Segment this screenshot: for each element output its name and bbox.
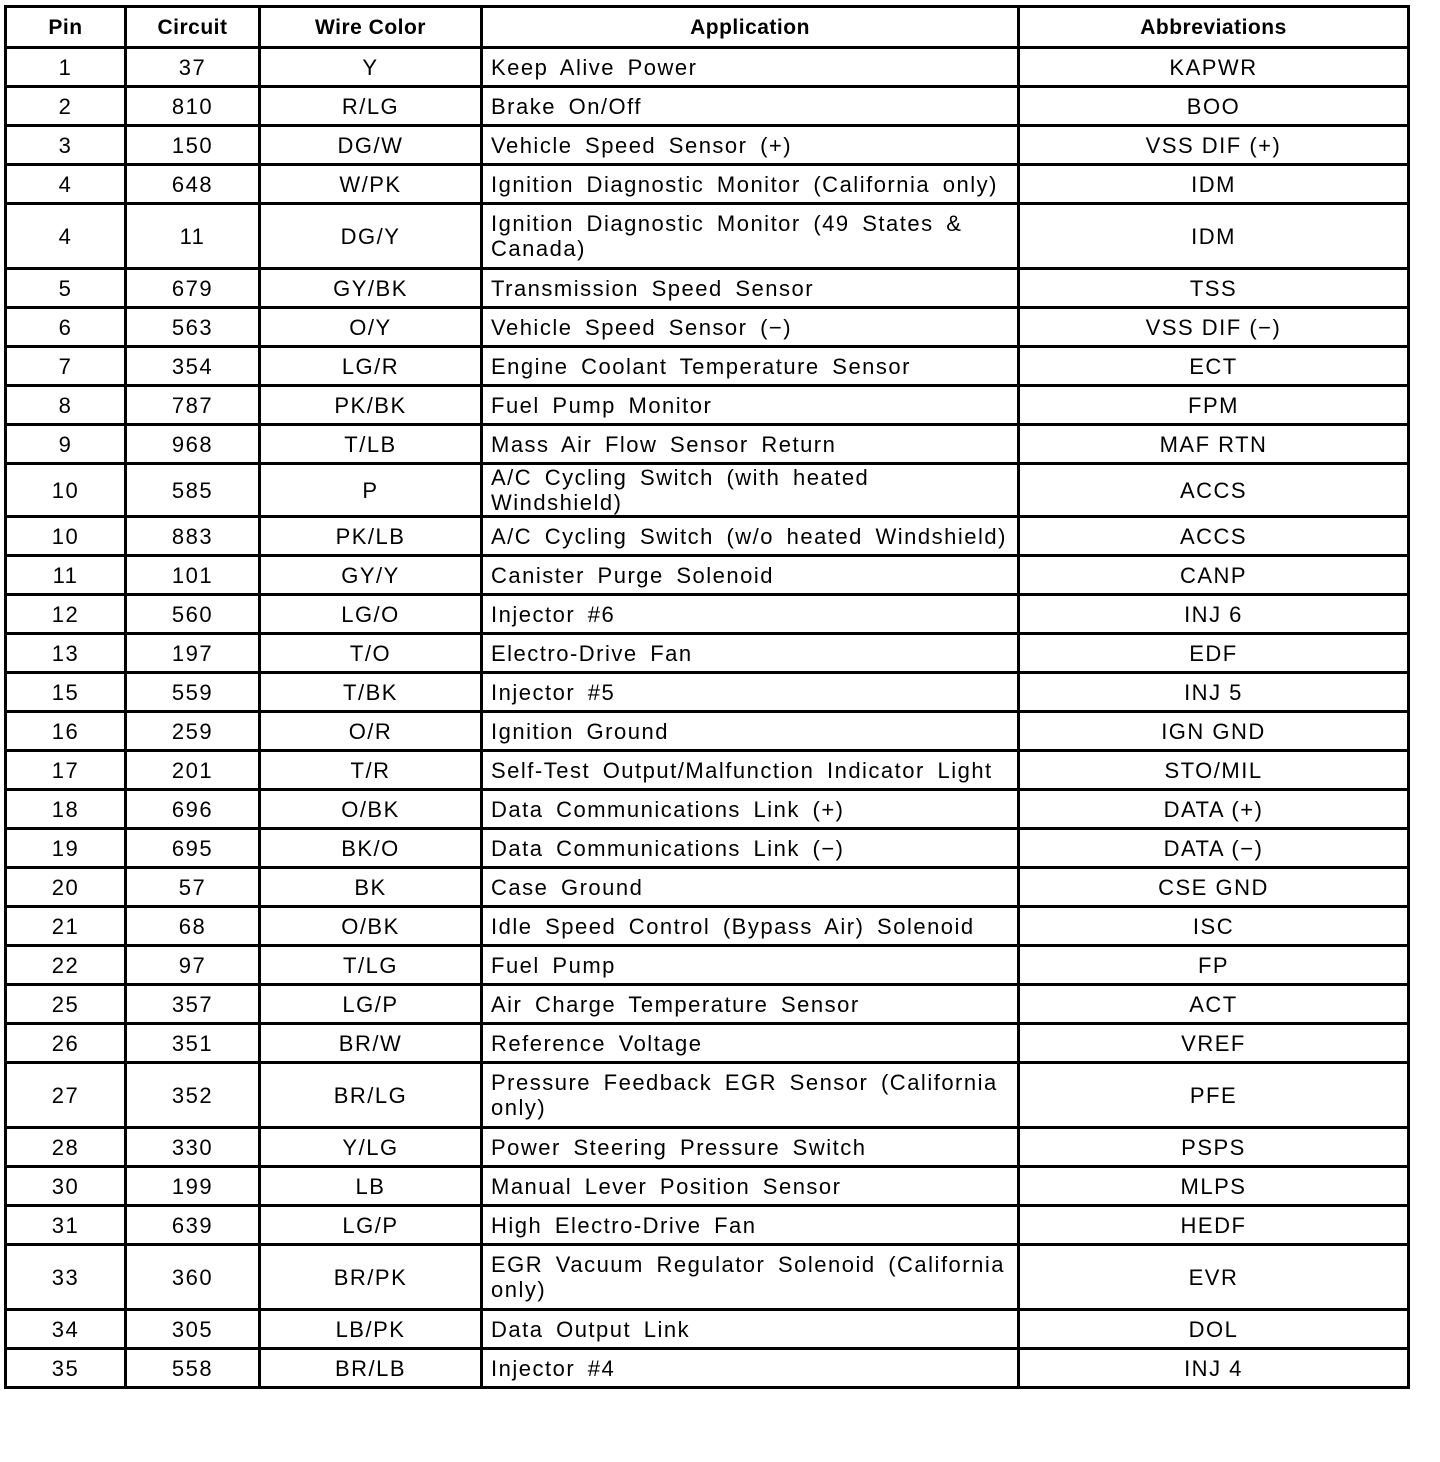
pin-cell: 7 — [6, 347, 126, 386]
application-cell: Injector #6 — [482, 595, 1019, 634]
wire-color-cell: PK/BK — [260, 386, 482, 425]
abbreviation-cell: CSE GND — [1019, 868, 1409, 907]
wire-color-cell: PK/LB — [260, 517, 482, 556]
table-row — [6, 269, 1409, 308]
table-row — [6, 1349, 1409, 1388]
wire-color-cell: BK/O — [260, 829, 482, 868]
pin-cell: 17 — [6, 751, 126, 790]
wire-color-cell: Y — [260, 48, 482, 87]
wire-color-cell: T/LG — [260, 946, 482, 985]
abbreviation-cell: MAF RTN — [1019, 425, 1409, 464]
pin-cell: 1 — [6, 48, 126, 87]
table-row — [6, 517, 1409, 556]
circuit-cell: 558 — [126, 1349, 260, 1388]
application-cell: Manual Lever Position Sensor — [482, 1167, 1019, 1206]
pin-cell: 21 — [6, 907, 126, 946]
circuit-cell: 197 — [126, 634, 260, 673]
table-row — [6, 425, 1409, 464]
abbreviation-cell: FP — [1019, 946, 1409, 985]
abbreviation-cell: INJ 6 — [1019, 595, 1409, 634]
table-row — [6, 712, 1409, 751]
table-row — [6, 829, 1409, 868]
application-cell: Data Output Link — [482, 1310, 1019, 1349]
table-row — [6, 386, 1409, 425]
pin-cell: 19 — [6, 829, 126, 868]
wire-color-cell: LB — [260, 1167, 482, 1206]
application-cell: Self-Test Output/Malfunction Indicator Light — [482, 751, 1019, 790]
pin-cell: 13 — [6, 634, 126, 673]
wire-color-cell: BR/LB — [260, 1349, 482, 1388]
table-row — [6, 1206, 1409, 1245]
circuit-cell: 968 — [126, 425, 260, 464]
application-cell: Fuel Pump — [482, 946, 1019, 985]
pin-cell: 6 — [6, 308, 126, 347]
abbreviation-cell: IDM — [1019, 204, 1409, 269]
pin-cell: 3 — [6, 126, 126, 165]
circuit-cell: 883 — [126, 517, 260, 556]
pin-cell: 5 — [6, 269, 126, 308]
abbreviation-cell: HEDF — [1019, 1206, 1409, 1245]
header-application: Application — [482, 7, 1019, 48]
circuit-cell: 639 — [126, 1206, 260, 1245]
table-row — [6, 985, 1409, 1024]
application-cell: Injector #4 — [482, 1349, 1019, 1388]
circuit-cell: 679 — [126, 269, 260, 308]
application-cell: Reference Voltage — [482, 1024, 1019, 1063]
pin-cell: 15 — [6, 673, 126, 712]
application-cell: Ignition Ground — [482, 712, 1019, 751]
table-row — [6, 1167, 1409, 1206]
circuit-cell: 150 — [126, 126, 260, 165]
application-cell: Case Ground — [482, 868, 1019, 907]
header-abbreviations: Abbreviations — [1019, 7, 1409, 48]
circuit-cell: 585 — [126, 464, 260, 517]
abbreviation-cell: VSS DIF (+) — [1019, 126, 1409, 165]
abbreviation-cell: VREF — [1019, 1024, 1409, 1063]
table-row — [6, 1024, 1409, 1063]
pin-cell: 4 — [6, 204, 126, 269]
pin-cell: 10 — [6, 517, 126, 556]
circuit-cell: 97 — [126, 946, 260, 985]
circuit-cell: 696 — [126, 790, 260, 829]
pin-cell: 2 — [6, 87, 126, 126]
pin-cell: 33 — [6, 1245, 126, 1310]
circuit-cell: 559 — [126, 673, 260, 712]
abbreviation-cell: MLPS — [1019, 1167, 1409, 1206]
wire-color-cell: O/Y — [260, 308, 482, 347]
pinout-table — [4, 5, 1410, 1389]
application-cell: Vehicle Speed Sensor (−) — [482, 308, 1019, 347]
application-cell: Engine Coolant Temperature Sensor — [482, 347, 1019, 386]
circuit-cell: 201 — [126, 751, 260, 790]
circuit-cell: 57 — [126, 868, 260, 907]
circuit-cell: 11 — [126, 204, 260, 269]
circuit-cell: 695 — [126, 829, 260, 868]
circuit-cell: 560 — [126, 595, 260, 634]
circuit-cell: 101 — [126, 556, 260, 595]
wire-color-cell: LB/PK — [260, 1310, 482, 1349]
circuit-cell: 37 — [126, 48, 260, 87]
application-cell: Mass Air Flow Sensor Return — [482, 425, 1019, 464]
circuit-cell: 330 — [126, 1128, 260, 1167]
pin-cell: 8 — [6, 386, 126, 425]
wire-color-cell: O/BK — [260, 790, 482, 829]
abbreviation-cell: KAPWR — [1019, 48, 1409, 87]
application-cell: Data Communications Link (+) — [482, 790, 1019, 829]
table-row — [6, 634, 1409, 673]
pin-cell: 16 — [6, 712, 126, 751]
pin-cell: 20 — [6, 868, 126, 907]
application-cell: Data Communications Link (−) — [482, 829, 1019, 868]
application-cell: Keep Alive Power — [482, 48, 1019, 87]
abbreviation-cell: ACCS — [1019, 464, 1409, 517]
abbreviation-cell: PSPS — [1019, 1128, 1409, 1167]
table-row — [6, 126, 1409, 165]
circuit-cell: 357 — [126, 985, 260, 1024]
circuit-cell: 360 — [126, 1245, 260, 1310]
wire-color-cell: DG/Y — [260, 204, 482, 269]
pin-cell: 28 — [6, 1128, 126, 1167]
pin-cell: 34 — [6, 1310, 126, 1349]
table-row — [6, 347, 1409, 386]
circuit-cell: 648 — [126, 165, 260, 204]
table-row — [6, 946, 1409, 985]
table-row — [6, 1063, 1409, 1128]
abbreviation-cell: IDM — [1019, 165, 1409, 204]
circuit-cell: 563 — [126, 308, 260, 347]
abbreviation-cell: CANP — [1019, 556, 1409, 595]
circuit-cell: 199 — [126, 1167, 260, 1206]
pin-cell: 12 — [6, 595, 126, 634]
abbreviation-cell: STO/MIL — [1019, 751, 1409, 790]
circuit-cell: 352 — [126, 1063, 260, 1128]
wire-color-cell: GY/Y — [260, 556, 482, 595]
wire-color-cell: T/BK — [260, 673, 482, 712]
application-cell: Pressure Feedback EGR Sensor (California only) — [482, 1063, 1019, 1128]
wire-color-cell: BR/PK — [260, 1245, 482, 1310]
table-row — [6, 464, 1409, 517]
table-body — [6, 48, 1409, 1388]
application-cell: Brake On/Off — [482, 87, 1019, 126]
pin-cell: 9 — [6, 425, 126, 464]
pin-cell: 31 — [6, 1206, 126, 1245]
circuit-cell: 259 — [126, 712, 260, 751]
pin-cell: 11 — [6, 556, 126, 595]
circuit-cell: 354 — [126, 347, 260, 386]
header-pin: Pin — [6, 7, 126, 48]
application-cell: Idle Speed Control (Bypass Air) Solenoid — [482, 907, 1019, 946]
application-cell: Canister Purge Solenoid — [482, 556, 1019, 595]
pin-cell: 26 — [6, 1024, 126, 1063]
wire-color-cell: DG/W — [260, 126, 482, 165]
abbreviation-cell: INJ 4 — [1019, 1349, 1409, 1388]
abbreviation-cell: VSS DIF (−) — [1019, 308, 1409, 347]
abbreviation-cell: TSS — [1019, 269, 1409, 308]
wire-color-cell: O/R — [260, 712, 482, 751]
application-cell: Transmission Speed Sensor — [482, 269, 1019, 308]
circuit-cell: 351 — [126, 1024, 260, 1063]
table-row — [6, 868, 1409, 907]
application-cell: Ignition Diagnostic Monitor (California only) — [482, 165, 1019, 204]
pin-cell: 35 — [6, 1349, 126, 1388]
wire-color-cell: BK — [260, 868, 482, 907]
circuit-cell: 68 — [126, 907, 260, 946]
application-cell: High Electro-Drive Fan — [482, 1206, 1019, 1245]
wire-color-cell: BR/LG — [260, 1063, 482, 1128]
wire-color-cell: GY/BK — [260, 269, 482, 308]
abbreviation-cell: EDF — [1019, 634, 1409, 673]
abbreviation-cell: ACT — [1019, 985, 1409, 1024]
table-row — [6, 907, 1409, 946]
table-row — [6, 751, 1409, 790]
header-circuit: Circuit — [126, 7, 260, 48]
abbreviation-cell: IGN GND — [1019, 712, 1409, 751]
table-row — [6, 308, 1409, 347]
table-row — [6, 790, 1409, 829]
wire-color-cell: Y/LG — [260, 1128, 482, 1167]
table-row — [6, 1128, 1409, 1167]
header-wire-color: Wire Color — [260, 7, 482, 48]
wire-color-cell: LG/P — [260, 985, 482, 1024]
wire-color-cell: W/PK — [260, 165, 482, 204]
application-cell: Injector #5 — [482, 673, 1019, 712]
wire-color-cell: BR/W — [260, 1024, 482, 1063]
table-row — [6, 48, 1409, 87]
abbreviation-cell: FPM — [1019, 386, 1409, 425]
abbreviation-cell: PFE — [1019, 1063, 1409, 1128]
pin-cell: 25 — [6, 985, 126, 1024]
application-cell: Ignition Diagnostic Monitor (49 States & Canada) — [482, 204, 1019, 269]
application-cell: Electro-Drive Fan — [482, 634, 1019, 673]
abbreviation-cell: ISC — [1019, 907, 1409, 946]
table-row — [6, 673, 1409, 712]
abbreviation-cell: EVR — [1019, 1245, 1409, 1310]
application-cell: A/C Cycling Switch (with heated Windshield) — [482, 464, 1019, 517]
wire-color-cell: LG/P — [260, 1206, 482, 1245]
table-row — [6, 87, 1409, 126]
application-cell: EGR Vacuum Regulator Solenoid (California only) — [482, 1245, 1019, 1310]
table-row — [6, 1310, 1409, 1349]
pin-cell: 10 — [6, 464, 126, 517]
wire-color-cell: T/R — [260, 751, 482, 790]
wire-color-cell: P — [260, 464, 482, 517]
wire-color-cell: T/LB — [260, 425, 482, 464]
circuit-cell: 810 — [126, 87, 260, 126]
wire-color-cell: LG/O — [260, 595, 482, 634]
pin-cell: 4 — [6, 165, 126, 204]
table-row — [6, 595, 1409, 634]
abbreviation-cell: INJ 5 — [1019, 673, 1409, 712]
application-cell: Fuel Pump Monitor — [482, 386, 1019, 425]
pin-cell: 18 — [6, 790, 126, 829]
application-cell: A/C Cycling Switch (w/o heated Windshield) — [482, 517, 1019, 556]
pin-cell: 22 — [6, 946, 126, 985]
circuit-cell: 305 — [126, 1310, 260, 1349]
table-row — [6, 204, 1409, 269]
abbreviation-cell: DATA (+) — [1019, 790, 1409, 829]
application-cell: Vehicle Speed Sensor (+) — [482, 126, 1019, 165]
header-row — [6, 7, 1409, 48]
application-cell: Power Steering Pressure Switch — [482, 1128, 1019, 1167]
wire-color-cell: O/BK — [260, 907, 482, 946]
wire-color-cell: LG/R — [260, 347, 482, 386]
table-row — [6, 1245, 1409, 1310]
pin-cell: 30 — [6, 1167, 126, 1206]
table-row — [6, 165, 1409, 204]
application-cell: Air Charge Temperature Sensor — [482, 985, 1019, 1024]
circuit-cell: 787 — [126, 386, 260, 425]
pin-cell: 27 — [6, 1063, 126, 1128]
abbreviation-cell: DATA (−) — [1019, 829, 1409, 868]
wire-color-cell: R/LG — [260, 87, 482, 126]
abbreviation-cell: BOO — [1019, 87, 1409, 126]
abbreviation-cell: ACCS — [1019, 517, 1409, 556]
abbreviation-cell: DOL — [1019, 1310, 1409, 1349]
table-row — [6, 556, 1409, 595]
abbreviation-cell: ECT — [1019, 347, 1409, 386]
wire-color-cell: T/O — [260, 634, 482, 673]
